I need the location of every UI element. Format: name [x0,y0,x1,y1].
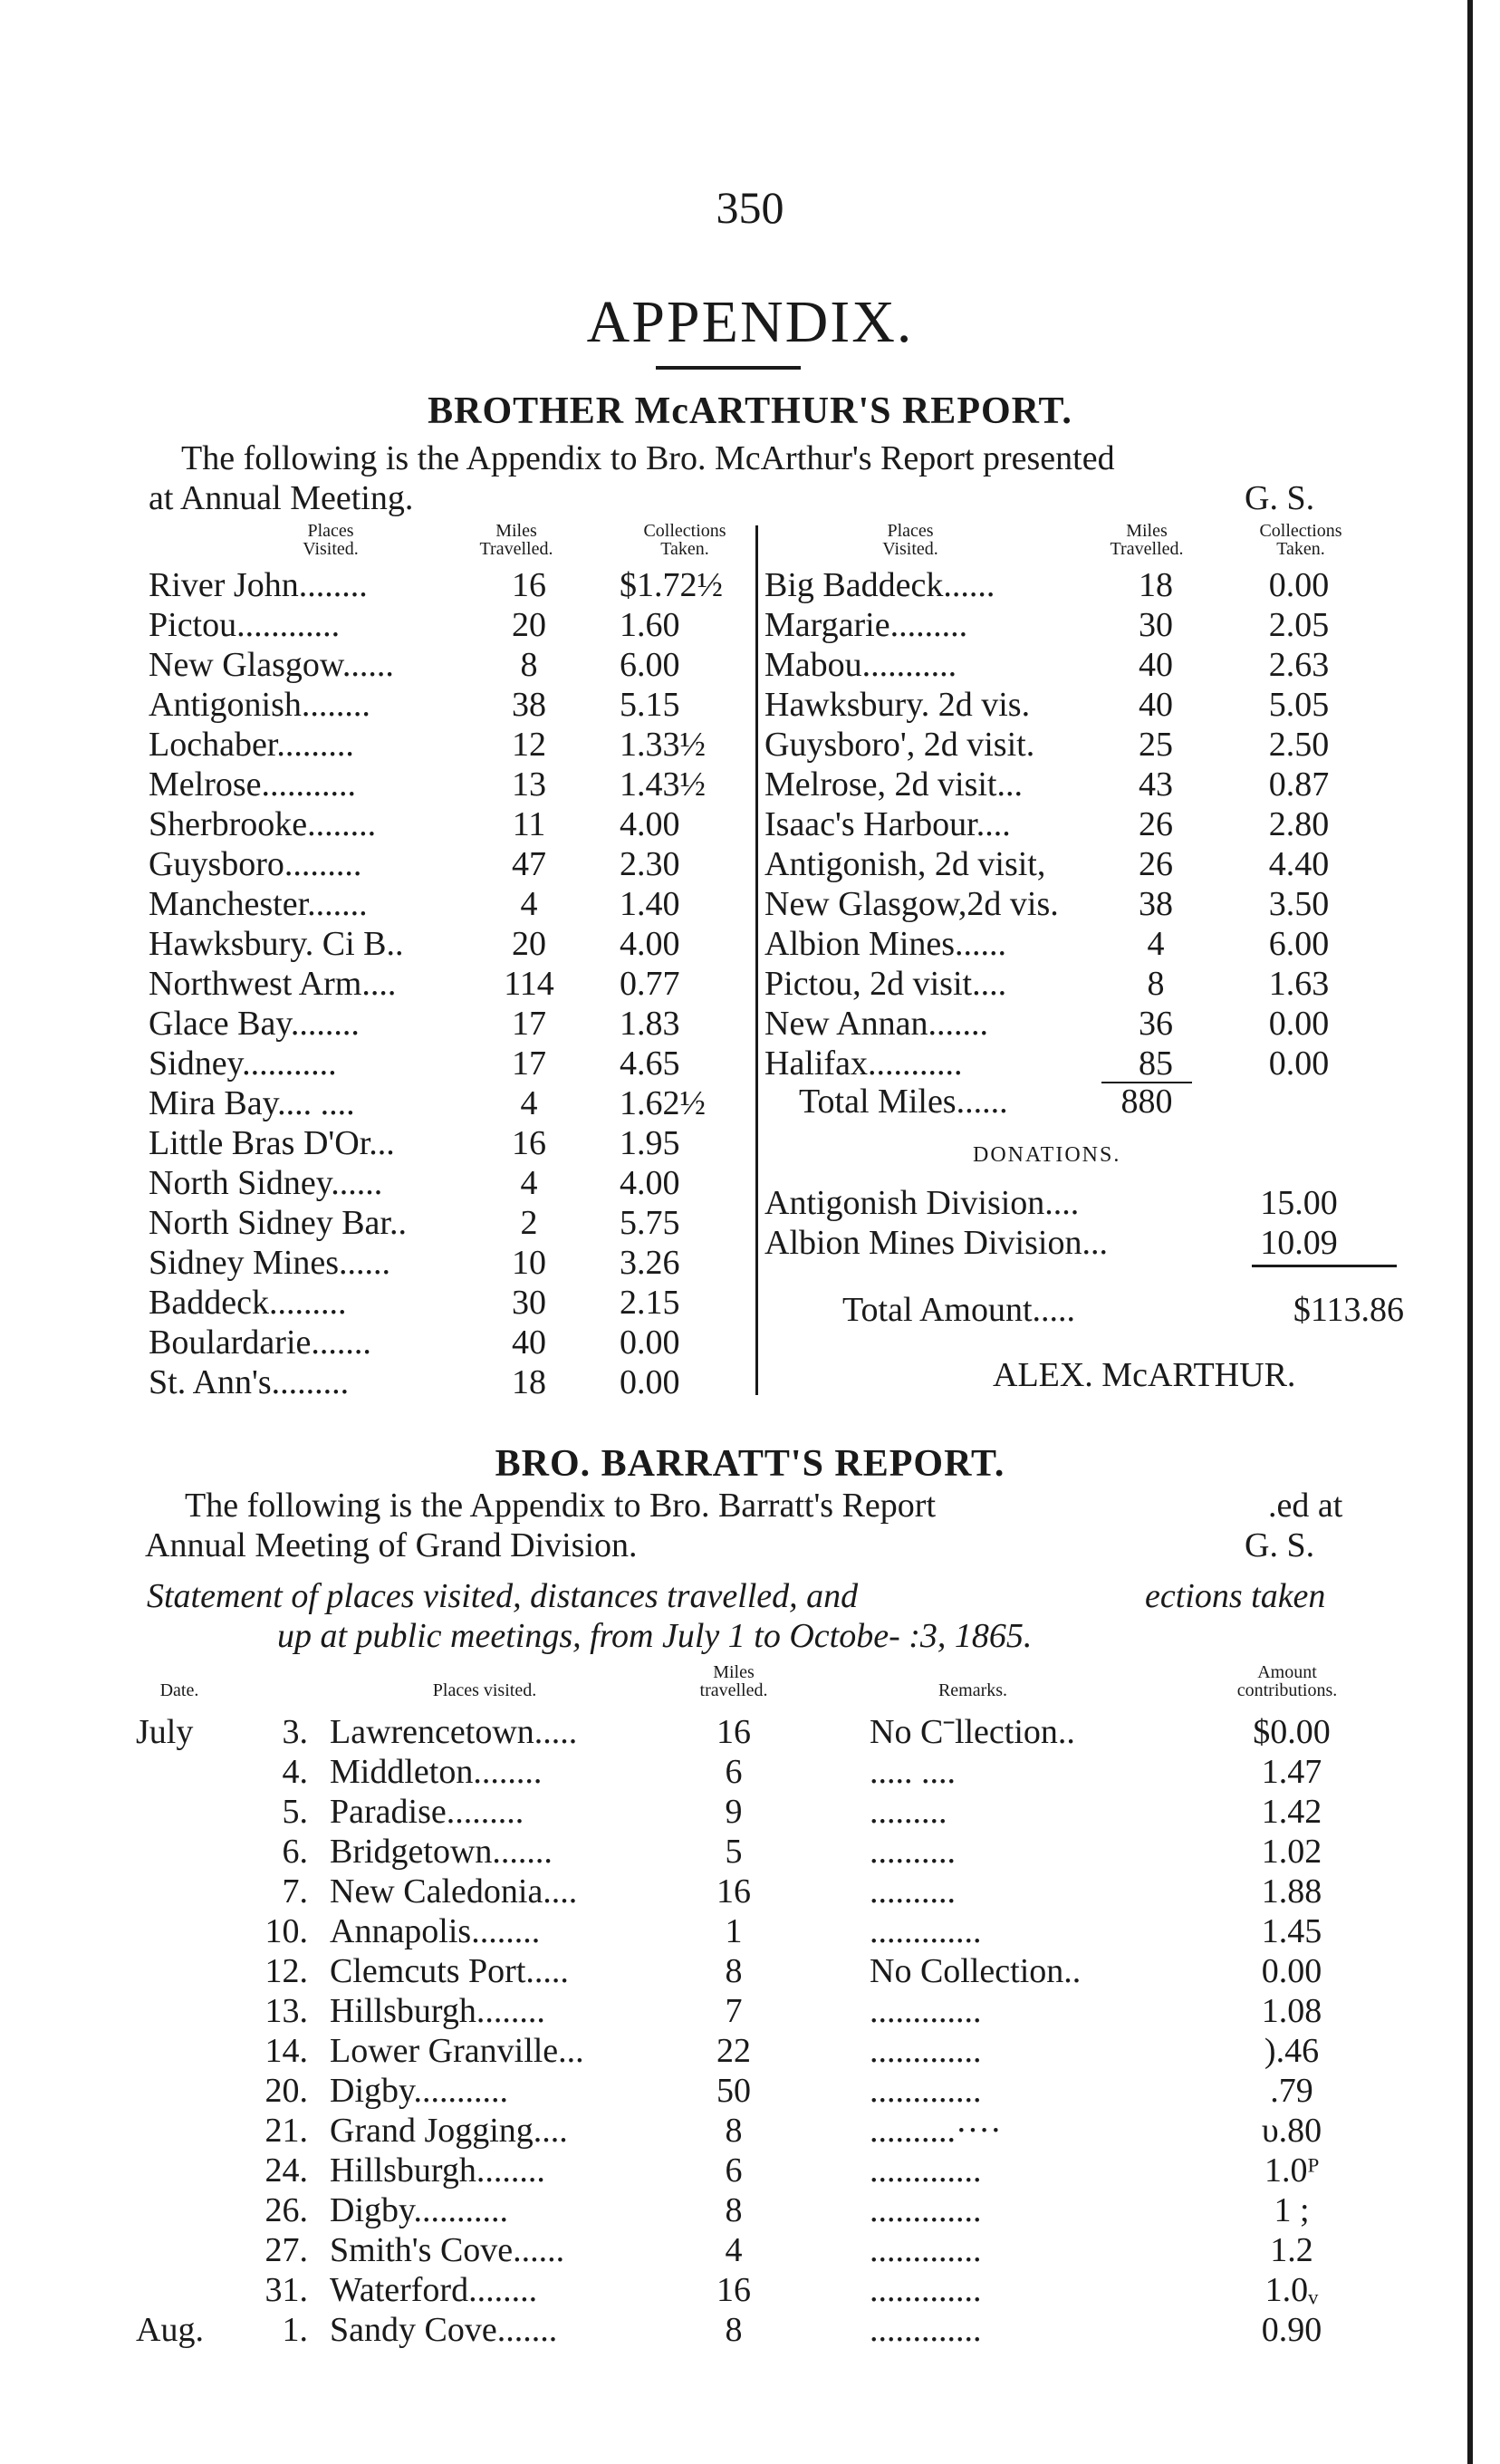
barratt-intro-line1: The following is the Appendix to Bro. Barratt's Report [185,1487,937,1525]
collection-value: 5.05 [1268,686,1330,724]
donation-row [764,1223,1380,1263]
miles-value: 4 [520,885,538,923]
collection-value: 2.05 [1268,606,1330,644]
collection-value: 2.80 [1268,805,1330,843]
total-amount-row [842,1290,1404,1330]
place-name: Halifax........... [764,1044,963,1083]
col-amount-contributions: Amount contributions. [1236,1662,1338,1700]
miles-value: 30 [512,1284,546,1322]
place-visited: Hillsburgh........ [330,1992,545,2030]
collection-value: 0.87 [1268,765,1330,804]
miles-value: 4 [520,1164,538,1202]
amount-contribution: 0.90 [1261,2311,1322,2349]
date-day: 14. [264,2032,308,2070]
collection-value: 1.60 [620,606,680,644]
place-name: Pictou, 2d visit.... [764,965,1007,1003]
miles-travelled: 5 [725,1833,743,1871]
amount-contribution: 1.08 [1261,1992,1322,2030]
place-visited: Clemcuts Port..... [330,1952,569,1990]
collection-value: 3.50 [1268,885,1330,923]
date-day: 4. [282,1753,308,1791]
table-row [764,844,1380,884]
total-miles-row [799,1082,1306,1121]
place-name: Antigonish, 2d visit, [764,845,1046,883]
miles-value: 38 [1139,885,1173,923]
table-row [149,1004,746,1044]
table-row [764,725,1380,765]
donation-name: Antigonish Division.... [764,1184,1080,1222]
miles-value: 4 [520,1084,538,1122]
miles-value: 40 [1139,686,1173,724]
miles-value: 43 [1139,765,1173,804]
date-day: 7. [282,1872,308,1911]
barratt-report-heading: BRO. BARRATT'S REPORT. [495,1443,1005,1485]
table-row [764,685,1380,725]
col-miles-left: Miles Travelled. [479,521,553,559]
place-name: Boulardarie....... [149,1323,371,1362]
table-row [136,1872,1386,1911]
collection-value: 1.83 [620,1005,680,1043]
amount-contribution: υ.80 [1261,2112,1322,2150]
table-row [764,964,1380,1004]
amount-contribution: 1.0ᴾ [1264,2151,1320,2190]
table-row [136,1752,1386,1792]
miles-value: 16 [512,1124,546,1162]
place-name: Hawksbury. 2d vis. [764,686,1031,724]
col-date: Date. [159,1680,199,1700]
place-name: Big Baddeck...... [764,566,995,604]
collection-value: 0.00 [1268,1005,1330,1043]
place-visited: Digby........... [330,2191,509,2229]
appendix-title: APPENDIX. [586,289,914,355]
miles-travelled: 8 [725,2191,743,2229]
table-row [149,725,746,765]
date-day: 6. [282,1833,308,1871]
place-name: Mira Bay.... .... [149,1084,355,1122]
remarks: ............. [870,2311,982,2349]
barratt-intro-gs: G. S. [1245,1526,1315,1564]
col-remarks: Remarks. [938,1680,1008,1700]
miles-value: 8 [1147,965,1165,1003]
donation-amount: 10.09 [1260,1224,1338,1262]
table-row [764,1044,1380,1083]
collection-value: 1.62½ [620,1084,706,1122]
table-row [764,804,1380,844]
table-row [149,1083,746,1123]
miles-value: 47 [512,845,546,883]
place-name: Baddeck......... [149,1284,347,1322]
table-row [149,605,746,645]
table-row [136,2111,1386,2151]
place-name: Manchester....... [149,885,368,923]
miles-value: 13 [512,765,546,804]
col-miles-right: Miles Travelled. [1110,521,1184,559]
table-row [764,924,1380,964]
date-day: 12. [264,1952,308,1990]
date-day: 21. [264,2112,308,2150]
table-row [764,1004,1380,1044]
place-name: Mabou........... [764,646,957,684]
table-row [136,1832,1386,1872]
place-name: Northwest Arm.... [149,965,397,1003]
col-places-visited: Places visited. [432,1680,537,1700]
amount-contribution: $0.00 [1253,1713,1331,1751]
barratt-statement-line2: up at public meetings, from July 1 to Octobe- :3, 1865. [277,1617,1033,1655]
miles-travelled: 9 [725,1793,743,1831]
miles-travelled: 6 [725,1753,743,1791]
place-name: Guysboro', 2d visit. [764,726,1035,764]
donation-name: Albion Mines Division... [764,1224,1108,1262]
place-name: New Glasgow...... [149,646,394,684]
table-row [149,765,746,804]
miles-travelled: 8 [725,2112,743,2150]
table-row [149,1283,746,1323]
miles-value: 20 [512,925,546,963]
miles-value: 38 [512,686,546,724]
place-name: Isaac's Harbour.... [764,805,1011,843]
remarks: ............. [870,2151,982,2190]
amount-contribution: 1.2 [1270,2231,1313,2269]
place-name: Melrose........... [149,765,357,804]
collection-value: $1.72½ [620,566,723,604]
miles-value: 114 [504,965,554,1003]
date-month: July [136,1713,194,1751]
collection-value: 0.77 [620,965,680,1003]
miles-travelled: 16 [716,2271,751,2309]
barratt-intro-line1-end: .ed at [1268,1487,1343,1525]
miles-value: 18 [1139,566,1173,604]
amount-contribution: 0.00 [1261,1952,1322,1990]
place-visited: Lawrencetown..... [330,1713,578,1751]
table-row [136,1991,1386,2031]
mcarthur-intro-gs: G. S. [1245,479,1315,517]
miles-value: 10 [512,1244,546,1282]
miles-travelled: 8 [725,2311,743,2349]
collection-value: 2.63 [1268,646,1330,684]
collection-value: 0.00 [620,1323,680,1362]
miles-value: 25 [1139,726,1173,764]
miles-value: 40 [1139,646,1173,684]
collection-value: 1.33½ [620,726,706,764]
column-divider [755,525,758,1395]
place-visited: Middleton........ [330,1753,543,1791]
remarks: .......... [870,1833,956,1871]
col-collections-left: Collections Taken. [643,521,726,559]
table-row [149,804,746,844]
place-visited: New Caledonia.... [330,1872,578,1911]
miles-travelled: 8 [725,1952,743,1990]
miles-value: 11 [512,805,546,843]
amount-contribution: 1.0ᵥ [1264,2271,1319,2309]
table-row [149,844,746,884]
page-edge-rule [1467,0,1473,2464]
remarks: ..........···· [870,2112,1002,2150]
miles-travelled: 7 [725,1992,743,2030]
miles-value: 2 [520,1204,538,1242]
miles-travelled: 4 [725,2231,743,2269]
title-underline [656,366,801,370]
collection-value: 0.00 [620,1363,680,1401]
table-row [136,2230,1386,2270]
place-name: Guysboro......... [149,845,362,883]
table-row [136,2151,1386,2190]
col-places-right: Places Visited. [882,521,938,559]
miles-value: 4 [1147,925,1165,963]
date-day: 24. [264,2151,308,2190]
miles-travelled: 50 [716,2072,751,2110]
place-name: River John........ [149,566,368,604]
table-row [149,924,746,964]
table-row [136,2190,1386,2230]
amount-contribution: 1.45 [1261,1912,1322,1950]
date-month: Aug. [136,2311,204,2349]
total-miles-value: 880 [1101,1082,1192,1120]
col-collections-right: Collections Taken. [1259,521,1342,559]
place-visited: Sandy Cove....... [330,2311,558,2349]
place-name: Little Bras D'Or... [149,1124,395,1162]
remarks: No Collection.. [870,1952,1082,1990]
table-row [149,1163,746,1203]
place-visited: Bridgetown....... [330,1833,553,1871]
table-row [149,645,746,685]
miles-value: 40 [512,1323,546,1362]
date-day: 13. [264,1992,308,2030]
collection-value: 4.00 [620,1164,680,1202]
remarks: ..... .... [870,1753,956,1791]
place-visited: Lower Granville... [330,2032,584,2070]
remarks: ............. [870,2271,982,2309]
collection-value: 6.00 [620,646,680,684]
remarks: ............. [870,1912,982,1950]
table-row [149,884,746,924]
collection-value: 1.43½ [620,765,706,804]
table-row [136,2071,1386,2111]
table-row [149,1323,746,1362]
date-day: 27. [264,2231,308,2269]
date-day: 26. [264,2191,308,2229]
table-row [149,685,746,725]
place-name: Glace Bay........ [149,1005,360,1043]
total-amount-label: Total Amount..... [842,1291,1076,1329]
total-amount-value: $113.86 [1293,1291,1404,1329]
collection-value: 1.95 [620,1124,680,1162]
remarks: ............. [870,2231,982,2269]
miles-value: 36 [1139,1005,1173,1043]
donation-amount: 15.00 [1260,1184,1338,1222]
place-name: St. Ann's......... [149,1363,350,1401]
amount-contribution: .79 [1270,2072,1313,2110]
col-places-left: Places Visited. [303,521,359,559]
collection-value: 1.40 [620,885,680,923]
date-day: 1. [282,2311,308,2349]
place-name: North Sidney...... [149,1164,383,1202]
miles-travelled: 22 [716,2032,751,2070]
remarks: ............. [870,2072,982,2110]
miles-value: 17 [512,1005,546,1043]
date-day: 20. [264,2072,308,2110]
remarks: ............. [870,2191,982,2229]
remarks: ......... [870,1793,947,1831]
table-row [149,1243,746,1283]
place-visited: Smith's Cove...... [330,2231,565,2269]
table-row [149,1044,746,1083]
table-row [136,1712,1386,1752]
mcarthur-report-heading: BROTHER McARTHUR'S REPORT. [428,390,1072,432]
place-name: Albion Mines...... [764,925,1007,963]
barratt-statement-line1: Statement of places visited, distances travelled, and [147,1577,859,1615]
table-row [136,1792,1386,1832]
remarks: ............. [870,2032,982,2070]
table-row [136,1911,1386,1951]
table-row [149,1123,746,1163]
collection-value: 4.65 [620,1044,680,1083]
miles-value: 18 [512,1363,546,1401]
place-name: Sidney........... [149,1044,337,1083]
place-name: Antigonish........ [149,686,370,724]
place-name: Melrose, 2d visit... [764,765,1023,804]
collection-value: 2.50 [1268,726,1330,764]
miles-travelled: 1 [725,1912,743,1950]
col-miles-travelled: Miles travelled. [699,1662,768,1700]
amount-contribution: 1.42 [1261,1793,1322,1831]
barratt-intro-line2: Annual Meeting of Grand Division. [145,1526,638,1564]
remarks: .......... [870,1872,956,1911]
miles-value: 16 [512,566,546,604]
miles-value: 12 [512,726,546,764]
miles-value: 17 [512,1044,546,1083]
place-name: North Sidney Bar.. [149,1204,407,1242]
collection-value: 4.00 [620,925,680,963]
table-row [764,645,1380,685]
miles-value: 20 [512,606,546,644]
place-visited: Waterford........ [330,2271,538,2309]
collection-value: 4.40 [1268,845,1330,883]
total-miles-label: Total Miles...... [799,1083,1008,1121]
place-name: Hawksbury. Ci B.. [149,925,404,963]
amount-contribution: ).46 [1264,2032,1320,2070]
donations-heading: DONATIONS. [973,1143,1121,1167]
table-row [149,964,746,1004]
remarks: No Cˉllection.. [870,1713,1075,1751]
table-row [149,565,746,605]
amount-contribution: 1.02 [1261,1833,1322,1871]
remarks: ............. [870,1992,982,2030]
place-visited: Paradise......... [330,1793,524,1831]
miles-value: 30 [1139,606,1173,644]
miles-value: 26 [1139,805,1173,843]
amount-contribution: 1.47 [1261,1753,1322,1791]
miles-travelled: 16 [716,1872,751,1911]
miles-value: 85 [1139,1044,1173,1083]
place-name: Pictou............ [149,606,341,644]
table-row [764,565,1380,605]
collection-value: 6.00 [1268,925,1330,963]
table-row [764,605,1380,645]
date-day: 5. [282,1793,308,1831]
table-row [136,2031,1386,2071]
place-name: New Glasgow,2d vis. [764,885,1059,923]
table-row [149,1203,746,1243]
date-day: 3. [282,1713,308,1751]
collection-value: 5.75 [620,1204,680,1242]
table-row [764,884,1380,924]
miles-travelled: 6 [725,2151,743,2190]
collection-value: 3.26 [620,1244,680,1282]
place-visited: Hillsburgh........ [330,2151,545,2190]
amount-contribution: 1 ; [1274,2191,1310,2229]
collection-value: 1.63 [1268,965,1330,1003]
miles-travelled: 16 [716,1713,751,1751]
amount-contribution: 1.88 [1261,1872,1322,1911]
collection-value: 0.00 [1268,1044,1330,1083]
mcarthur-intro-line2: at Annual Meeting. [149,479,414,517]
collection-value: 0.00 [1268,566,1330,604]
collection-value: 4.00 [620,805,680,843]
collection-value: 2.30 [620,845,680,883]
date-day: 31. [264,2271,308,2309]
place-name: Sidney Mines...... [149,1244,391,1282]
miles-value: 26 [1139,845,1173,883]
place-name: Sherbrooke........ [149,805,377,843]
table-row [136,2310,1386,2350]
place-name: Lochaber......... [149,726,354,764]
table-row [136,2270,1386,2310]
place-name: New Annan....... [764,1005,988,1043]
place-visited: Grand Jogging.... [330,2112,568,2150]
barratt-statement-line1-end: ections taken [1145,1577,1326,1615]
total-amount-rule [1252,1265,1397,1267]
place-name: Margarie......... [764,606,968,644]
place-visited: Annapolis........ [330,1912,541,1950]
mcarthur-intro-line1: The following is the Appendix to Bro. McArthur's Report presented [181,439,1115,477]
place-visited: Digby........... [330,2072,509,2110]
table-row [136,1951,1386,1991]
miles-value: 8 [520,646,538,684]
collection-value: 5.15 [620,686,680,724]
page-number: 350 [716,182,784,233]
date-day: 10. [264,1912,308,1950]
table-row [764,765,1380,804]
collection-value: 2.15 [620,1284,680,1322]
table-row [149,1362,746,1402]
donation-row [764,1183,1380,1223]
